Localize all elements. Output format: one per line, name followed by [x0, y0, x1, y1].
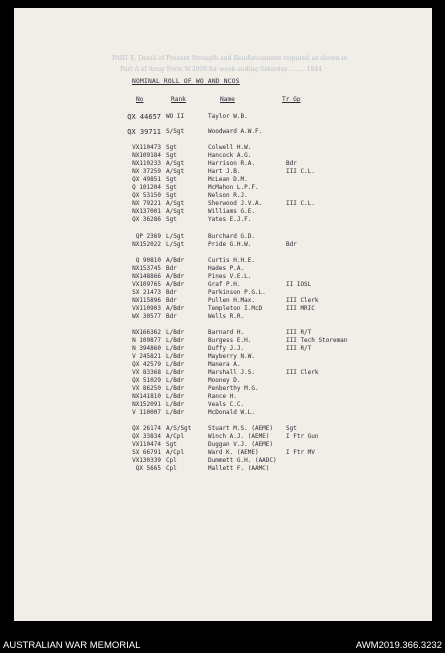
cell-rank: Bdr — [166, 313, 177, 320]
cell-no: QX 42579 — [132, 361, 161, 368]
cell-rank: A/Bdr — [166, 273, 185, 280]
cell-name: Templeton I.McD — [208, 305, 263, 312]
cell-rank: L/Sgt — [166, 233, 185, 240]
cell-rank: A/S/Sgt — [166, 425, 192, 432]
column-header-trade-group: Tr Gp — [282, 96, 301, 103]
cell-name: Burchard G.D. — [208, 233, 255, 240]
cell-no: N 394860 — [132, 345, 161, 352]
cell-name: Duffy J.J. — [208, 345, 245, 352]
cell-name: McDonald W.L. — [208, 409, 255, 416]
cell-name: Veals C.C. — [208, 401, 245, 408]
cell-rank: Bdr — [166, 289, 177, 296]
cell-rank: L/Bdr — [166, 345, 185, 352]
cell-rank: Bdr — [166, 297, 177, 304]
cell-no: SX 21473 — [132, 289, 161, 296]
cell-rank: Sgt — [166, 144, 177, 151]
cell-rank: L/Bdr — [166, 377, 185, 384]
cell-name: Curtis H.H.E. — [208, 257, 255, 264]
cell-no: NX141810 — [132, 393, 161, 400]
cell-no: Q 101204 — [132, 184, 161, 191]
cell-no: NX148866 — [132, 273, 161, 280]
cell-name: Pride G.H.W. — [208, 241, 252, 248]
cell-no: NX 37259 — [132, 168, 161, 175]
cell-rank: A/Sgt — [166, 160, 185, 167]
cell-rank: A/Bdr — [166, 305, 185, 312]
cell-rank: Cpl — [166, 465, 177, 472]
cell-name: Nelson R.J. — [208, 192, 248, 199]
cell-rank: Bdr — [166, 265, 177, 272]
cell-rank: L/Bdr — [166, 385, 185, 392]
cell-name: Colwell H.W. — [208, 144, 252, 151]
cell-name: Hades P.A. — [208, 265, 245, 272]
cell-rank: A/Cpl — [166, 449, 185, 456]
cell-rank: L/Bdr — [166, 369, 185, 376]
cell-name: Sherwood J.V.A. — [208, 200, 263, 207]
bleed-through-heading: PART E. Detail of Present Strength and Reinforcements required as shown in — [112, 55, 348, 62]
cell-grp: III R/T — [286, 329, 312, 336]
cell-name: Pines V.E.L. — [208, 273, 252, 280]
cell-no: NX110233 — [132, 160, 161, 167]
bleed-through-subheading: Part A of Army Form W.3009 for week ending Saturday ........ 1944 — [120, 66, 322, 73]
cell-no: NX137001 — [132, 208, 161, 215]
cell-grp: III C.L. — [286, 200, 315, 207]
cell-no: N 109877 — [132, 337, 161, 344]
cell-no: VX 83368 — [132, 369, 161, 376]
cell-rank: WO II — [166, 113, 185, 120]
cell-grp: III MRIC — [286, 305, 315, 312]
cell-no: VX 86250 — [132, 385, 161, 392]
cell-no: QX 26174 — [132, 425, 161, 432]
cell-no: QX 36286 — [132, 216, 161, 223]
cell-no: QX 44657 — [127, 113, 161, 121]
cell-rank: A/Bdr — [166, 281, 185, 288]
cell-grp: III Tech Storeman — [286, 337, 348, 344]
cell-no: NX115896 — [132, 297, 161, 304]
cell-rank: L/Bdr — [166, 329, 185, 336]
cell-no: Q 90810 — [135, 257, 161, 264]
cell-name: Rance H. — [208, 393, 237, 400]
column-header-no: No — [136, 96, 144, 103]
cell-name: Yates E.J.F. — [208, 216, 252, 223]
cell-rank: Sgt — [166, 441, 177, 448]
cell-name: Burgess E.H. — [208, 337, 252, 344]
footer-accession-number: AWM2019.366.3232 — [355, 640, 442, 651]
cell-name: Graf P.H. — [208, 281, 241, 288]
cell-name: Manera A. — [208, 361, 241, 368]
column-header-name: Name — [220, 96, 235, 103]
cell-no: V 110007 — [132, 409, 161, 416]
cell-name: Taylor W.B. — [208, 113, 248, 120]
cell-name: Hancock A.G. — [208, 152, 252, 159]
cell-rank: A/Sgt — [166, 208, 185, 215]
cell-name: Harrison R.A. — [208, 160, 255, 167]
cell-no: NX152091 — [132, 401, 161, 408]
cell-name: Woodward A.W.F. — [208, 128, 263, 135]
cell-no: QX 33834 — [132, 433, 161, 440]
cell-rank: Sgt — [166, 184, 177, 191]
cell-no: VX110903 — [132, 305, 161, 312]
cell-name: Pullen H.Max. — [208, 297, 255, 304]
column-header-rank: Rank — [171, 96, 186, 103]
cell-rank: L/Bdr — [166, 353, 185, 360]
cell-rank: L/Sgt — [166, 241, 185, 248]
cell-no: NX166362 — [132, 329, 161, 336]
footer-credit: AUSTRALIAN WAR MEMORIAL — [3, 640, 141, 651]
cell-grp: III C.L. — [286, 168, 315, 175]
cell-rank: Sgt — [166, 152, 177, 159]
cell-no: SX 66791 — [132, 449, 161, 456]
cell-name: Winch A.J. (AEME) — [208, 433, 270, 440]
cell-name: Marshall J.S. — [208, 369, 255, 376]
cell-no: QX 5665 — [135, 465, 161, 472]
cell-rank: Sgt — [166, 192, 177, 199]
cell-rank: A/Cpl — [166, 433, 185, 440]
cell-no: QP 2369 — [135, 233, 161, 240]
cell-name: Mayberry N.W. — [208, 353, 255, 360]
cell-no: V 245821 — [132, 353, 161, 360]
cell-name: Stuart M.S. (AEME) — [208, 425, 274, 432]
cell-rank: Sgt — [166, 216, 177, 223]
cell-name: Hart J.B. — [208, 168, 241, 175]
cell-rank: Cpl — [166, 457, 177, 464]
cell-name: Ward K. (AEME) — [208, 449, 259, 456]
cell-name: Dummett G.H. (AADC) — [208, 457, 277, 464]
cell-rank: S/Sgt — [166, 128, 185, 135]
cell-no: NX109184 — [132, 152, 161, 159]
cell-grp: Bdr — [286, 241, 297, 248]
cell-grp: I Ftr Gun — [286, 433, 319, 440]
cell-name: Mallett F. (AAMC) — [208, 465, 270, 472]
cell-rank: L/Bdr — [166, 337, 185, 344]
cell-no: QX 39711 — [127, 128, 161, 136]
cell-no: VX110473 — [132, 144, 161, 151]
cell-no: VX110474 — [132, 441, 161, 448]
cell-grp: III Clerk — [286, 297, 319, 304]
cell-grp: II IOSL — [286, 281, 312, 288]
cell-no: WX 30577 — [132, 313, 161, 320]
cell-no: QX 51029 — [132, 377, 161, 384]
cell-no: QX 49851 — [132, 176, 161, 183]
cell-grp: Bdr — [286, 160, 297, 167]
cell-name: Duggan V.J. (AEME) — [208, 441, 274, 448]
cell-grp: III R/T — [286, 345, 312, 352]
cell-no: NX153745 — [132, 265, 161, 272]
cell-name: McLean D.M. — [208, 176, 248, 183]
cell-name: Barnard H. — [208, 329, 245, 336]
cell-name: Williams G.E. — [208, 208, 255, 215]
cell-name: Penberthy M.G. — [208, 385, 259, 392]
cell-no: NX152022 — [132, 241, 161, 248]
cell-no: QX 53150 — [132, 192, 161, 199]
cell-rank: A/Sgt — [166, 200, 185, 207]
cell-no: NX 79221 — [132, 200, 161, 207]
cell-name: McMahon L.P.F. — [208, 184, 259, 191]
cell-no: VX130339 — [132, 457, 161, 464]
page-title: NOMINAL ROLL OF WO AND NCOS — [132, 78, 240, 85]
cell-rank: L/Bdr — [166, 361, 185, 368]
cell-rank: L/Bdr — [166, 393, 185, 400]
cell-grp: III Clerk — [286, 369, 319, 376]
cell-name: Parkinson P.G.L. — [208, 289, 266, 296]
cell-rank: A/Bdr — [166, 257, 185, 264]
cell-rank: Sgt — [166, 176, 177, 183]
cell-grp: I Ftr MV — [286, 449, 315, 456]
cell-name: Mooney D. — [208, 377, 241, 384]
cell-rank: L/Bdr — [166, 409, 185, 416]
cell-rank: L/Bdr — [166, 401, 185, 408]
cell-grp: Sgt — [286, 425, 297, 432]
cell-rank: A/Sgt — [166, 168, 185, 175]
cell-no: VX109765 — [132, 281, 161, 288]
cell-name: Wells R.R. — [208, 313, 245, 320]
